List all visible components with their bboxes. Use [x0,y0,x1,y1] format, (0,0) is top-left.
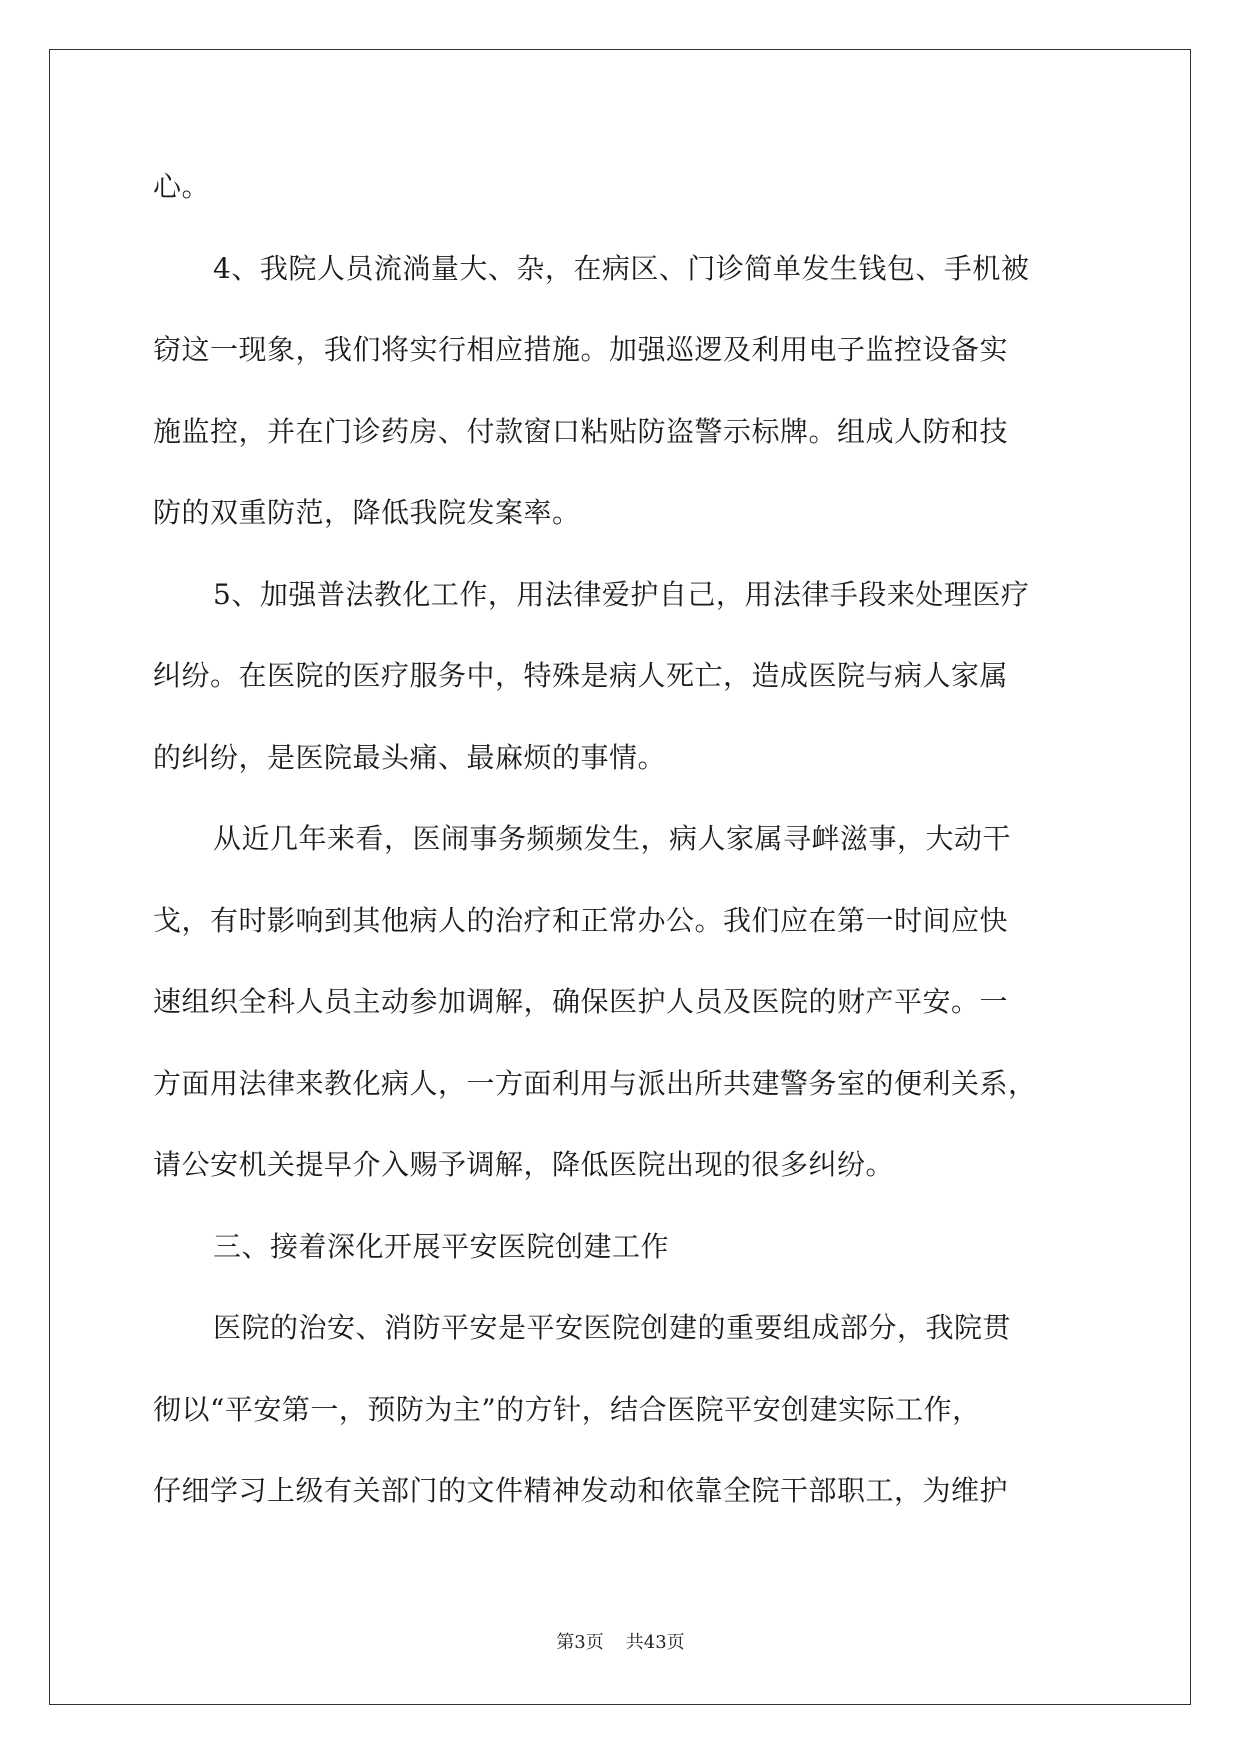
document-body [153,146,1107,1532]
page-number: 第3页 [556,1632,604,1653]
text-line: 4、我院人员流淌量大、杂，在病区、门诊简单发生钱包、手机被 [213,251,1030,285]
text-line: 防的双重防范，降低我院发案率。 [153,496,581,529]
text-line: 心。 [153,170,211,203]
text-line: 仔细学习上级有关部门的文件精神发动和依靠全院干部职工，为维护 [153,1474,1009,1507]
text-line: 纠纷。在医院的医疗服务中，特殊是病人死亡，造成医院与病人家属 [153,659,1009,692]
text-line: 医院的治安、消防平安是平安医院创建的重要组成部分，我院贯 [213,1311,1012,1344]
page-footer [0,1628,1241,1654]
text-line: 窃这一现象，我们将实行相应措施。加强巡逻及利用电子监控设备实 [153,333,1009,366]
text-line: 从近几年来看，医闹事务频频发生，病人家属寻衅滋事，大动干 [213,822,1012,855]
section-heading: 三、接着深化开展平安医院创建工作 [213,1229,670,1263]
page-total: 共43页 [625,1632,685,1653]
text-line: 速组织全科人员主动参加调解，确保医护人员及医院的财产平安。一 [153,985,1009,1018]
text-line: 的纠纷，是医院最头痛、最麻烦的事情。 [153,740,667,774]
text-line: 5、加强普法教化工作，用法律爱护自己，用法律手段来处理医疗 [213,577,1030,611]
text-line: 施监控，并在门诊药房、付款窗口粘贴防盗警示标牌。组成人防和技 [153,414,1009,448]
text-line: 戈，有时影响到其他病人的治疗和正常办公。我们应在第一时间应快 [153,903,1009,937]
text-line: 方面用法律来教化病人，一方面利用与派出所共建警务室的便利关系， [153,1066,1037,1100]
text-line: 彻以“平安第一，预防为主”的方针，结合医院平安创建实际工作， [153,1392,981,1426]
text-line: 请公安机关提早介入赐予调解，降低医院出现的很多纠纷。 [153,1148,895,1181]
